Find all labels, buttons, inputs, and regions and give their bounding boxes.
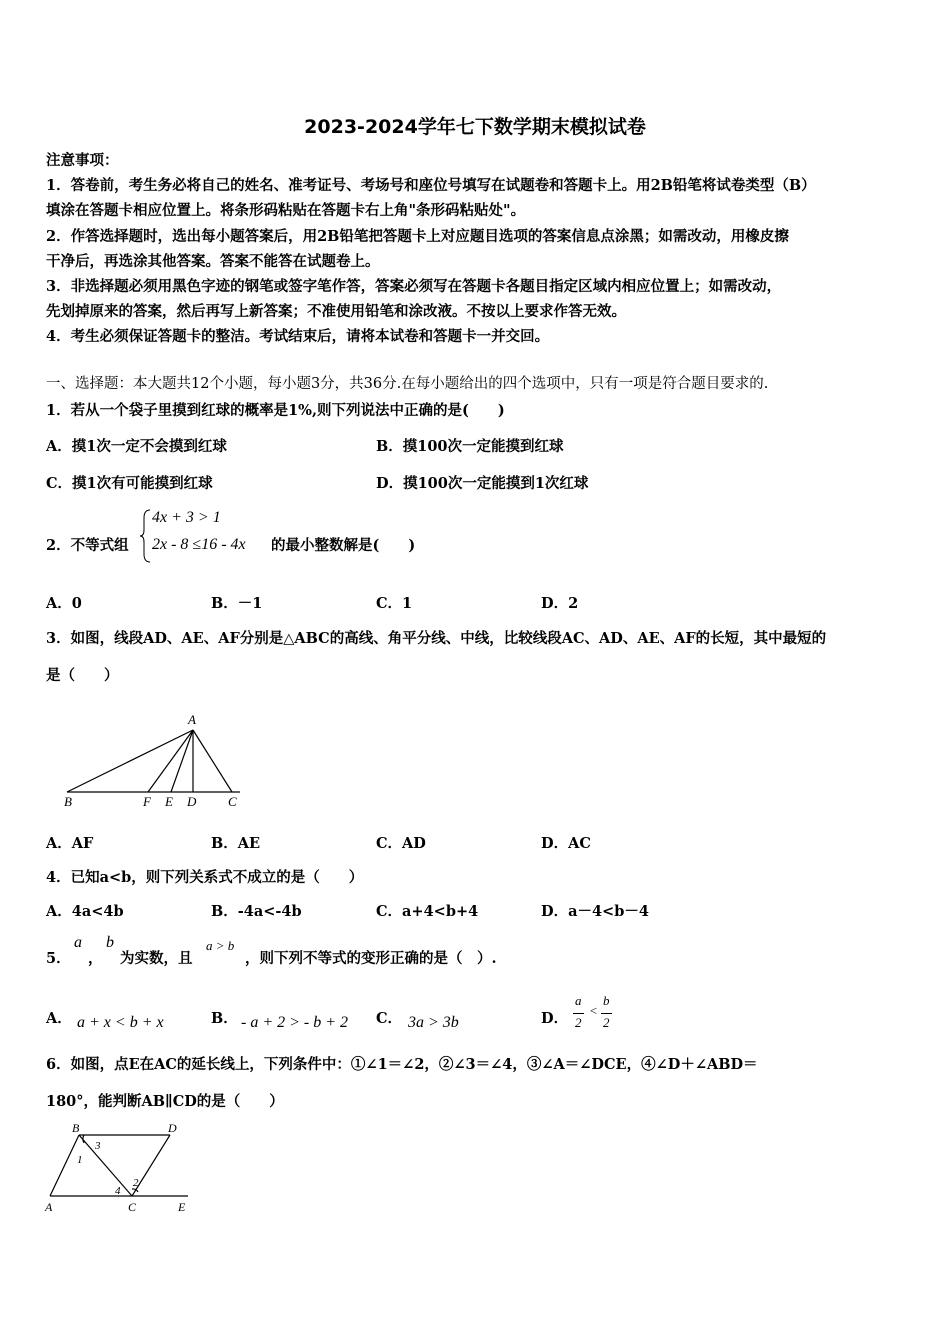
notice-line: 2．作答选择题时，选出每小题答案后，用2B铅笔把答题卡上对应题目选项的答案信息点涂黑；如需改动，用橡皮擦 <box>46 228 789 245</box>
question-5-suffix: ，则下列不等式的变形正确的是（ ）. <box>245 950 497 967</box>
question-2-option-b: B．－1 <box>211 595 263 612</box>
notice-line: 干净后，再选涂其他答案。答案不能答在试题卷上。 <box>46 253 380 270</box>
frac-den: 2 <box>603 1015 610 1030</box>
question-1-option-b: B．摸100次一定能摸到红球 <box>376 438 564 455</box>
notice-line: 4．考生必须保证答题卡的整洁。考试结束后，请将本试卷和答题卡一并交回。 <box>46 328 550 345</box>
condition: a > b <box>206 938 235 953</box>
question-4-option-a: A．4a<4b <box>46 903 124 920</box>
question-5-option-c: 3a > 3b <box>408 1014 459 1031</box>
question-4-stem: 4．已知a<b，则下列关系式不成立的是（ ） <box>46 869 364 886</box>
question-1-option-c: C．摸1次有可能摸到红球 <box>46 475 213 492</box>
label-a: A <box>45 1200 53 1214</box>
question-6-stem: 6．如图，点E在AC的延长线上，下列条件中：①∠1＝∠2，②∠3＝∠4，③∠A＝∠DCE，④∠D＋∠ABD＝ <box>46 1056 758 1073</box>
question-5-option-b-label: B． <box>211 1010 238 1027</box>
question-4-option-b: B．-4a<-4b <box>211 903 302 920</box>
question-5-option-d-label: D． <box>541 1010 569 1027</box>
label-a: A <box>188 712 196 727</box>
question-2-suffix: 的最小整数解是( ) <box>271 537 416 554</box>
question-3-option-a: A．AF <box>46 835 94 852</box>
question-5-mid: 为实数，且 <box>120 950 193 967</box>
var-b: b <box>106 934 114 951</box>
frac-num-b: b <box>603 993 610 1008</box>
question-1-option-d: D．摸100次一定能摸到1次红球 <box>376 475 589 492</box>
question-4-option-d: D．a－4<b－4 <box>541 903 649 920</box>
question-3-option-b: B．AE <box>211 835 261 852</box>
question-2-prefix: 2．不等式组 <box>46 537 129 554</box>
brace-icon <box>140 508 152 564</box>
question-2-option-a: A．0 <box>46 595 82 612</box>
label-c: C <box>228 794 237 809</box>
question-1-stem: 1．若从一个袋子里摸到红球的概率是1%,则下列说法中正确的是( ) <box>46 402 505 419</box>
fraction-bar <box>573 1013 584 1014</box>
question-5-option-b: - a + 2 > - b + 2 <box>241 1014 349 1031</box>
question-5-option-a: a + x < b + x <box>77 1014 164 1031</box>
inequality-2: 2x - 8 ≤16 - 4x <box>152 536 246 553</box>
question-5-number: 5． <box>46 950 71 967</box>
angle-label-1: 1 <box>77 1154 83 1166</box>
inequality-1: 4x + 3 > 1 <box>152 509 221 526</box>
question-6-stem-cont: 180°，能判断AB∥CD的是（ ） <box>46 1093 284 1110</box>
parallelogram-figure <box>40 1118 200 1218</box>
label-e: E <box>178 1200 186 1214</box>
fraction-bar <box>601 1013 612 1014</box>
label-d: D <box>168 1121 177 1135</box>
page-title: 2023-2024学年七下数学期末模拟试卷 <box>304 116 646 138</box>
notice-line: 1．答卷前，考生务必将自己的姓名、准考证号、考场号和座位号填写在试题卷和答题卡上。用2B铅笔将试卷类型（B） <box>46 177 816 194</box>
question-3-stem: 3．如图，线段AD、AE、AF分别是△ABC的高线、角平分线、中线，比较线段AC、AD、AE、AF的长短，其中最短的 <box>46 630 827 647</box>
notice-heading: 注意事项： <box>46 152 119 169</box>
notice-line: 先划掉原来的答案，然后再写上新答案；不准使用铅笔和涂改液。不按以上要求作答无效。 <box>46 303 626 320</box>
comma: ， <box>88 950 103 967</box>
angle-label-3: 3 <box>95 1140 101 1152</box>
section-heading: 一、选择题：本大题共12个小题，每小题3分，共36分.在每小题给出的四个选项中，只有一项是符合题目要求的. <box>46 376 769 392</box>
question-5-option-a-label: A． <box>46 1010 72 1027</box>
question-2-option-c: C．1 <box>376 595 413 612</box>
notice-line: 3．非选择题必须用黑色字迹的钢笔或签字笔作答，答案必须写在答题卡各题目指定区域内相应位置上；如需改动， <box>46 278 782 295</box>
angle-label-4: 4 <box>115 1185 121 1197</box>
var-a: a <box>74 934 82 951</box>
question-4-option-c: C．a+4<b+4 <box>376 903 479 920</box>
frac-op: < <box>589 1003 598 1018</box>
question-2-option-d: D．2 <box>541 595 579 612</box>
notice-line: 填涂在答题卡相应位置上。将条形码粘贴在答题卡右上角"条形码粘贴处"。 <box>46 202 526 219</box>
question-3-stem-cont: 是（ ） <box>46 667 119 684</box>
label-c: C <box>128 1200 137 1214</box>
label-e: E <box>165 794 173 809</box>
label-d: D <box>187 794 197 809</box>
frac-num-a: a <box>575 993 582 1008</box>
question-3-option-c: C．AD <box>376 835 426 852</box>
label-b: B <box>64 794 72 809</box>
triangle-figure <box>55 708 255 813</box>
question-5-option-c-label: C． <box>376 1010 403 1027</box>
question-1-option-a: A．摸1次一定不会摸到红球 <box>46 438 227 455</box>
frac-den: 2 <box>575 1015 582 1030</box>
label-f: F <box>143 794 151 809</box>
angle-label-2: 2 <box>133 1177 139 1189</box>
label-b: B <box>72 1121 80 1135</box>
question-3-option-d: D．AC <box>541 835 591 852</box>
